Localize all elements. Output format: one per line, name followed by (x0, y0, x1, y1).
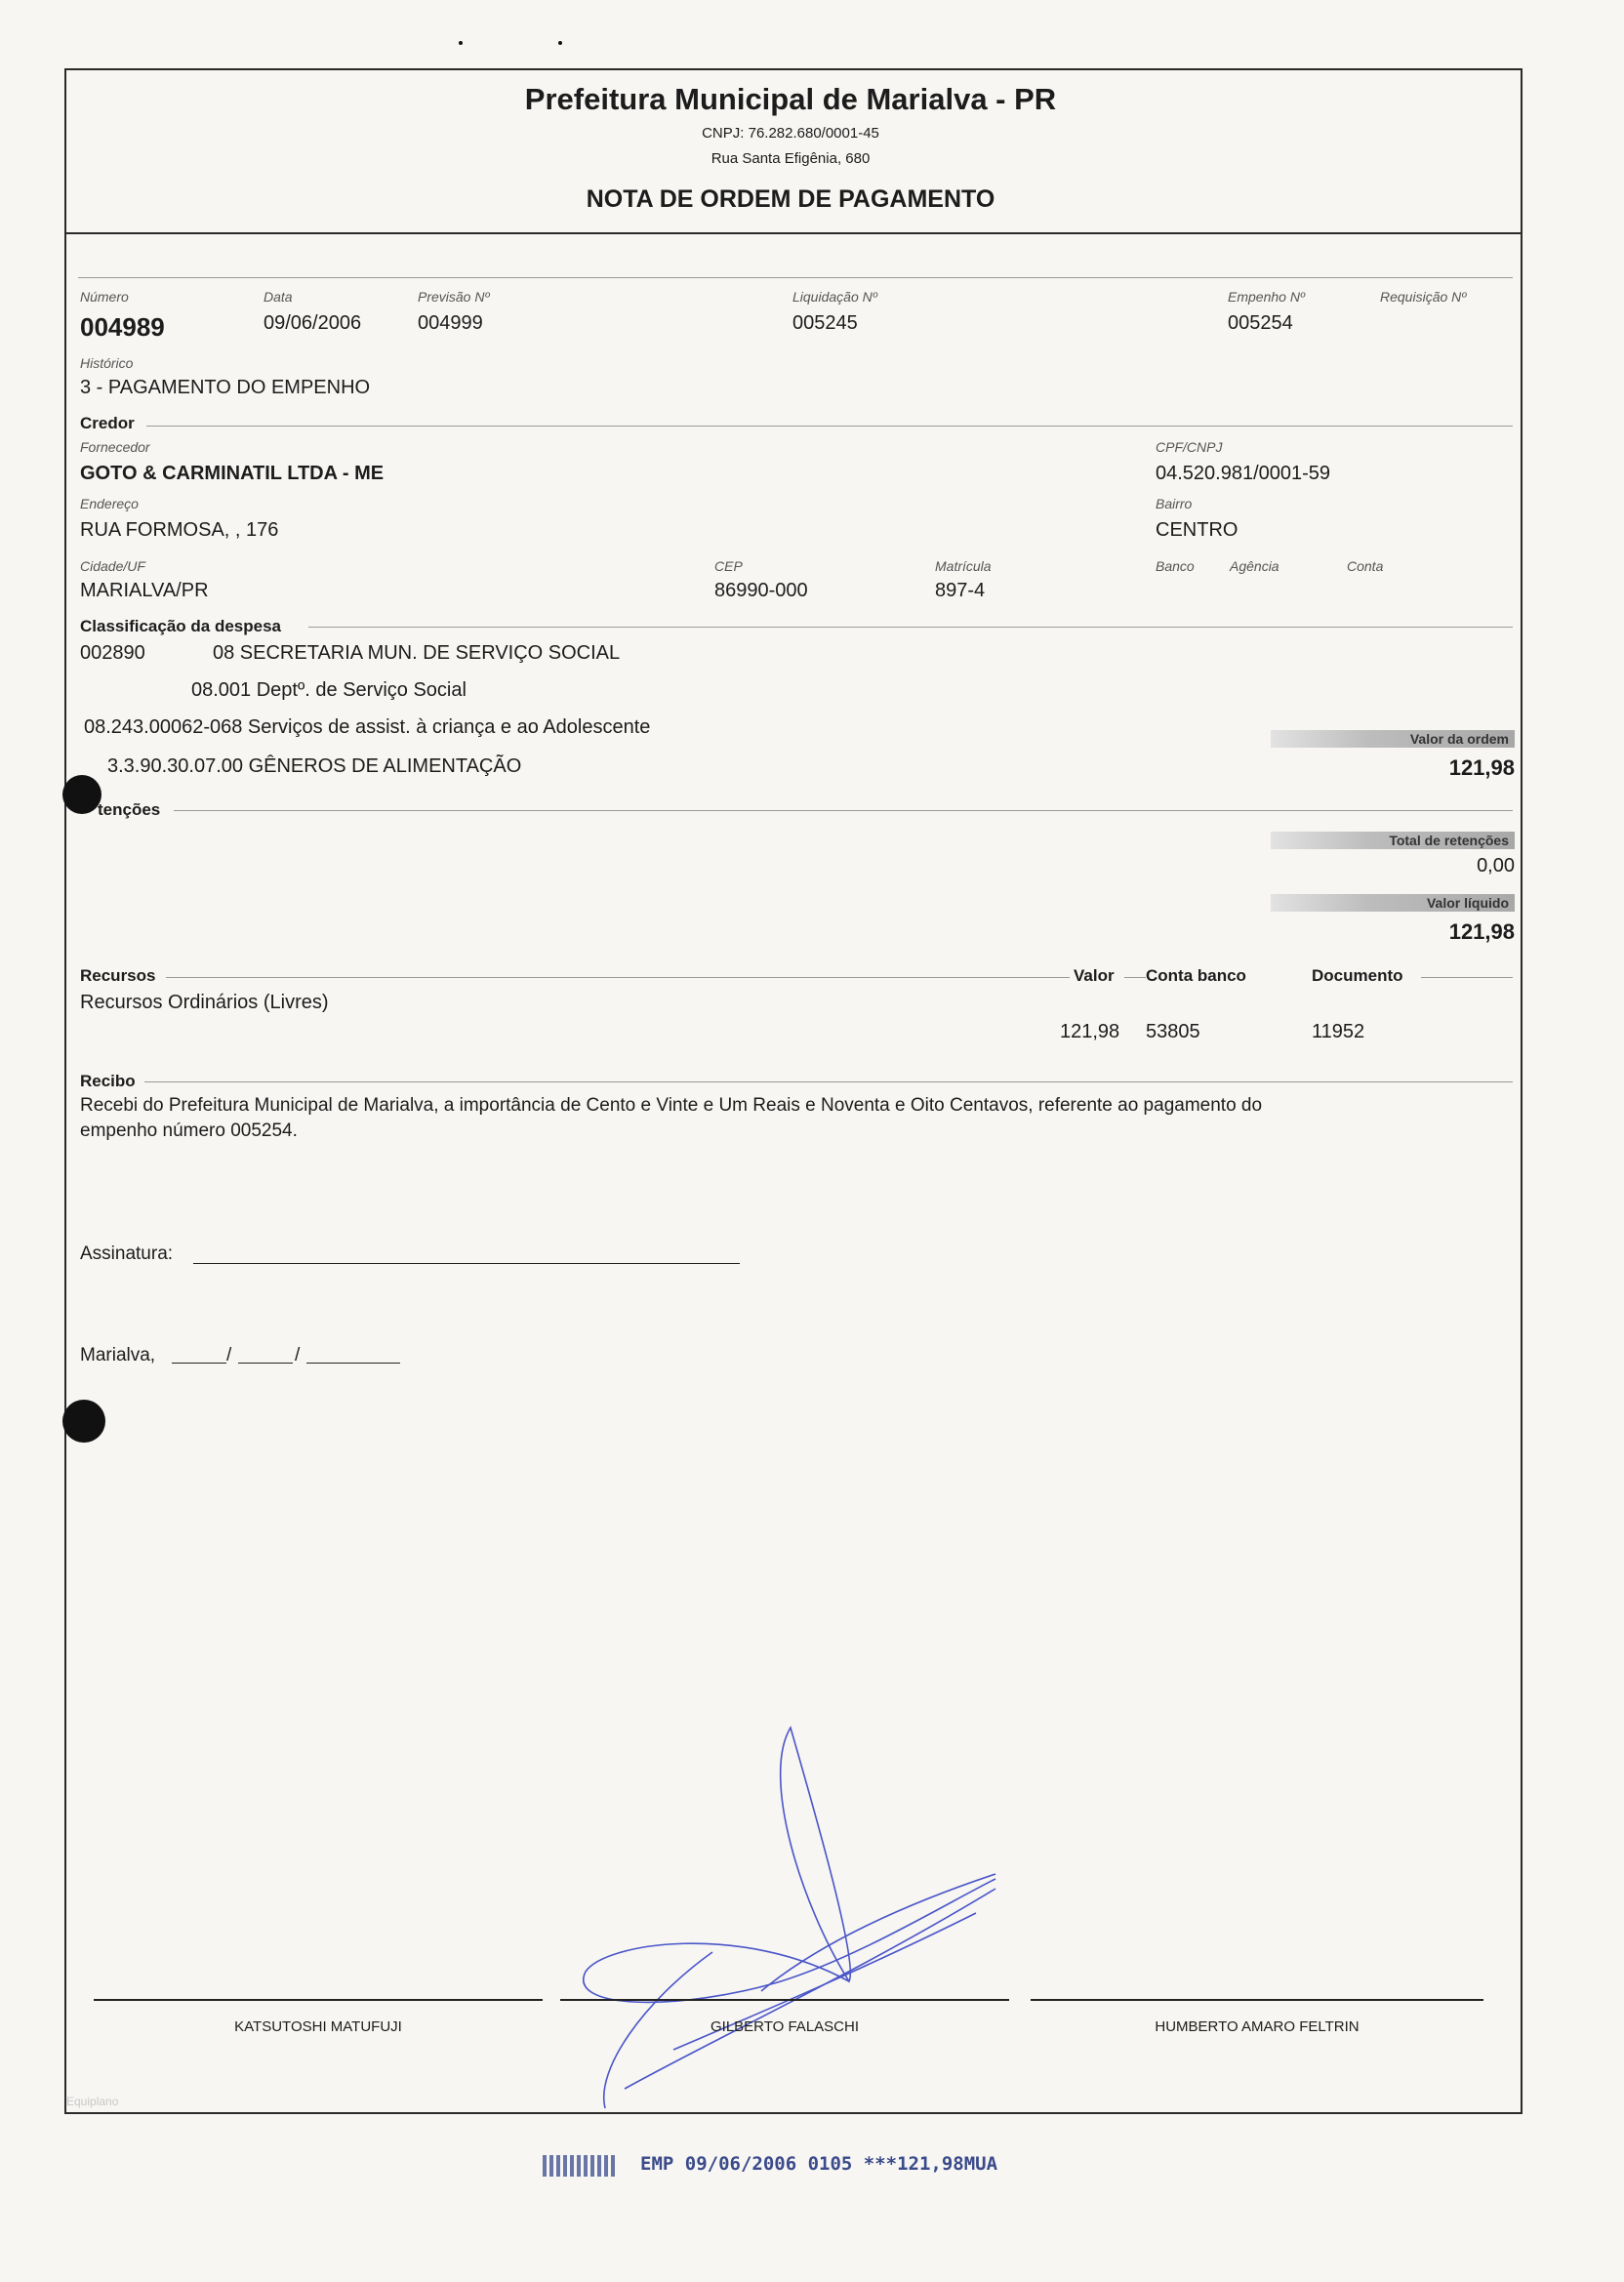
cpf-value: 04.520.981/0001-59 (1156, 463, 1331, 484)
recibo-rule (144, 1081, 1513, 1082)
signature-line-1 (94, 1999, 543, 2001)
recibo-section-title: Recibo (80, 1072, 136, 1090)
valor-ordem-bar (1271, 730, 1515, 748)
signatory-name-2: GILBERTO FALASCHI (710, 2018, 859, 2035)
recibo-text-line2: empenho número 005254. (80, 1121, 298, 1141)
local-label: Marialva, (80, 1345, 156, 1365)
signature-line-3 (1031, 1999, 1483, 2001)
recursos-rule (166, 977, 1070, 978)
retencoes-section-title: tenções (98, 800, 161, 819)
valor-liquido-bar (1271, 894, 1515, 912)
cep-label: CEP (714, 558, 743, 574)
classificacao-line1: 08 SECRETARIA MUN. DE SERVIÇO SOCIAL (213, 642, 621, 664)
assinatura-line (193, 1263, 740, 1264)
recursos-valor-header: Valor (1074, 966, 1115, 985)
valor-liquido-value: 121,98 (1448, 919, 1515, 944)
classificacao-line3: 08.243.00062-068 Serviços de assist. à criança e ao Adolescente (84, 716, 651, 738)
bank-stamp-logo (543, 2155, 615, 2177)
municipality-cnpj: CNPJ: 76.282.680/0001-45 (702, 125, 879, 142)
cpf-label: CPF/CNPJ (1156, 439, 1223, 455)
recursos-rule-end (1421, 977, 1513, 978)
bairro-value: CENTRO (1156, 519, 1238, 541)
requisicao-label: Requisição Nº (1380, 289, 1467, 305)
banco-label: Banco (1156, 558, 1195, 574)
date-slash: / (295, 1345, 301, 1365)
punch-hole-mark (62, 775, 102, 814)
recursos-descricao: Recursos Ordinários (Livres) (80, 992, 329, 1013)
classificacao-line2: 08.001 Deptº. de Serviço Social (191, 679, 467, 701)
date-year-line (306, 1363, 400, 1364)
municipality-address: Rua Santa Efigênia, 680 (710, 150, 871, 167)
date-day-line (172, 1363, 226, 1364)
retencoes-rule (174, 810, 1513, 811)
valor-liquido-label: Valor líquido (1426, 895, 1509, 911)
punch-hole-mark (62, 1400, 105, 1443)
recursos-conta: 53805 (1146, 1021, 1200, 1042)
header-divider (64, 232, 1522, 234)
scan-mark-dot (558, 41, 562, 45)
cidade-label: Cidade/UF (80, 558, 145, 574)
recursos-documento-header: Documento (1312, 966, 1403, 985)
matricula-label: Matrícula (935, 558, 992, 574)
recursos-rule-mid (1124, 977, 1146, 978)
historico-label: Histórico (80, 355, 134, 371)
classificacao-section-title: Classificação da despesa (80, 617, 282, 635)
endereco-label: Endereço (80, 496, 139, 511)
recursos-documento: 11952 (1312, 1021, 1365, 1042)
data-value: 09/06/2006 (264, 312, 362, 334)
valor-ordem-value: 121,98 (1448, 755, 1515, 780)
handwritten-signature (566, 1718, 1015, 2128)
scan-mark-dot (459, 41, 463, 45)
classificacao-rule (308, 627, 1513, 628)
previsao-label: Previsão Nº (418, 289, 490, 305)
recursos-conta-header: Conta banco (1146, 966, 1246, 985)
recibo-text-line1: Recebi do Prefeitura Municipal de Marialva, a importância de Cento e Vinte e Um Reais e Noventa e Oito Centavos, referente ao pagamento do (80, 1095, 1263, 1116)
classificacao-line4: 3.3.90.30.07.00 GÊNEROS DE ALIMENTAÇÃO (107, 755, 522, 777)
numero-label: Número (80, 289, 129, 305)
recursos-section-title: Recursos (80, 966, 156, 985)
valor-ordem-label: Valor da ordem (1409, 731, 1509, 747)
empenho-value: 005254 (1228, 312, 1293, 334)
total-retencoes-bar (1271, 832, 1515, 849)
fornecedor-label: Fornecedor (80, 439, 150, 455)
document-title: NOTA DE ORDEM DE PAGAMENTO (586, 185, 995, 213)
cidade-value: MARIALVA/PR (80, 580, 209, 601)
date-slash: / (226, 1345, 232, 1365)
signature-line-2 (560, 1999, 1009, 2001)
assinatura-label: Assinatura: (80, 1243, 174, 1264)
liquidacao-label: Liquidação Nº (792, 289, 877, 305)
numero-value: 004989 (80, 312, 165, 342)
credor-rule (146, 426, 1513, 427)
data-label: Data (264, 289, 293, 305)
historico-value: 3 - PAGAMENTO DO EMPENHO (80, 377, 371, 398)
bairro-label: Bairro (1156, 496, 1193, 511)
credor-section-title: Credor (80, 414, 135, 432)
liquidacao-value: 005245 (792, 312, 858, 334)
matricula-value: 897-4 (935, 580, 986, 601)
municipality-title: Prefeitura Municipal de Marialva - PR (524, 82, 1057, 116)
bank-stamp: EMP 09/06/2006 0105 ***121,98MUA (640, 2153, 998, 2175)
software-watermark: Equiplano (66, 2095, 119, 2108)
fornecedor-value: GOTO & CARMINATIL LTDA - ME (80, 463, 385, 484)
signatory-name-3: HUMBERTO AMARO FELTRIN (1155, 2018, 1360, 2035)
empenho-label: Empenho Nº (1228, 289, 1306, 305)
endereco-value: RUA FORMOSA, , 176 (80, 519, 279, 541)
cep-value: 86990-000 (714, 580, 808, 601)
agencia-label: Agência (1230, 558, 1279, 574)
signatory-name-1: KATSUTOSHI MATUFUJI (234, 2018, 402, 2035)
conta-label: Conta (1347, 558, 1384, 574)
previsao-value: 004999 (418, 312, 483, 334)
total-retencoes-value: 0,00 (1477, 855, 1515, 876)
total-retencoes-label: Total de retenções (1389, 833, 1509, 848)
recursos-valor: 121,98 (1060, 1021, 1120, 1042)
id-row-rule (78, 277, 1513, 278)
date-month-line (238, 1363, 293, 1364)
classificacao-code: 002890 (80, 642, 145, 664)
